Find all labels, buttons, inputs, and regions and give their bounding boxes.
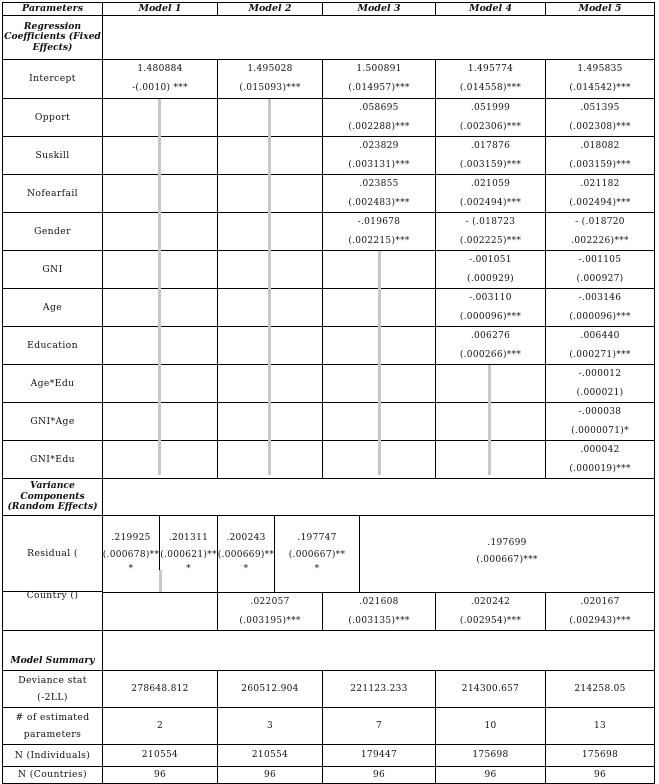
summary-value [436, 708, 546, 745]
row-label-suskill [2, 137, 103, 175]
summary-value [218, 745, 323, 767]
header-label: Model 5 [578, 3, 622, 15]
standard-error-value: (.000019)*** [569, 463, 631, 474]
row-label-nofearfail [2, 175, 103, 213]
summary-value-text: 3 [266, 720, 274, 731]
summary-value-text: 2 [156, 720, 164, 731]
section-model-summary [2, 631, 103, 671]
value-cell [103, 60, 218, 99]
standard-error-value: (.003135)*** [348, 615, 410, 626]
value-cell [436, 403, 546, 441]
section-title: Variance Components (Random Effects) [7, 480, 98, 513]
standard-error-value: (.002215)*** [348, 235, 410, 246]
column-header-1 [103, 2, 218, 16]
significance-mark: * [314, 564, 320, 575]
value-cell [218, 60, 323, 99]
row-label-text: GNI*Edu [30, 453, 75, 465]
row-label-text: Opport [34, 111, 71, 123]
value-cell [436, 99, 546, 137]
estimate-value: .197699 [487, 538, 527, 549]
standard-error-value: (.000266)*** [459, 349, 522, 360]
row-label-text: Age [42, 301, 63, 313]
column-header-5 [546, 2, 655, 16]
summary-value [218, 671, 323, 708]
residual-model-4 [275, 516, 360, 592]
standard-error-value: .002226)*** [571, 235, 629, 246]
residual-model-5 [360, 516, 655, 592]
column-header-2 [218, 2, 323, 16]
value-cell [103, 592, 218, 631]
estimate-value: .020242 [470, 596, 511, 607]
section-fixed-effects [2, 16, 103, 60]
summary-value [436, 745, 546, 767]
standard-error-value: (.003159)*** [459, 159, 522, 170]
section-title: Regression Coefficients (Fixed Effects) [4, 20, 101, 53]
estimate-value: -.000012 [578, 368, 622, 379]
row-label-text: (-2LL) [37, 692, 68, 703]
row-label-country [2, 590, 103, 631]
value-cell [436, 441, 546, 479]
estimate-value: -.001105 [578, 254, 622, 265]
value-cell [323, 60, 436, 99]
summary-value-text: 260512.904 [241, 683, 299, 694]
row-label-text: GNI*Age [30, 415, 75, 427]
summary-value-text: 96 [593, 769, 607, 780]
standard-error-value: (.014558)*** [459, 83, 522, 93]
estimate-value: .022057 [250, 596, 290, 607]
column-header-0 [2, 2, 103, 16]
row-label-text: Age*Edu [30, 377, 75, 389]
header-label: Model 2 [248, 3, 292, 15]
row-label-text: N (Individuals) [14, 749, 91, 761]
value-cell [546, 251, 655, 289]
summary-label [2, 708, 103, 745]
value-cell [436, 365, 546, 403]
estimate-value: 1.495835 [577, 64, 623, 75]
estimate-value: .018082 [580, 140, 620, 151]
summary-value-text: 214300.657 [461, 683, 520, 694]
standard-error-value: (.000096)*** [569, 311, 631, 322]
estimate-value: .017876 [470, 140, 511, 151]
value-cell [546, 365, 655, 403]
summary-value [323, 671, 436, 708]
standard-error-value: (.002308)*** [569, 121, 631, 132]
header-label: Model 4 [468, 3, 513, 15]
value-cell [323, 137, 436, 175]
summary-value [436, 671, 546, 708]
value-cell [546, 137, 655, 175]
summary-value-text: 96 [484, 769, 497, 780]
summary-value [103, 671, 218, 708]
summary-value [103, 745, 218, 767]
estimate-value: 1.480884 [137, 64, 183, 75]
standard-error-value: (.000927) [576, 273, 624, 284]
summary-value [546, 671, 655, 708]
summary-value-text: 175698 [581, 750, 619, 761]
row-label-age [2, 289, 103, 327]
standard-error-value: (.014957)*** [348, 83, 410, 93]
value-cell [323, 592, 436, 631]
row-label-text: Education [27, 339, 78, 351]
standard-error-value: (.002306)*** [459, 121, 522, 132]
estimate-value: 1.495028 [247, 64, 293, 75]
continuation-bar [158, 99, 161, 475]
continuation-bar [488, 365, 491, 475]
row-label-gni-age [2, 403, 103, 441]
significance-mark: * [128, 564, 134, 575]
header-label: Model 1 [138, 3, 182, 15]
estimate-value: .021059 [470, 178, 511, 189]
value-cell [546, 403, 655, 441]
summary-value [218, 767, 323, 784]
standard-error-value: (.002494)*** [459, 197, 522, 208]
value-cell [323, 99, 436, 137]
summary-value [103, 708, 218, 745]
estimate-value: - (.018723 [465, 216, 516, 227]
estimate-value: .023855 [359, 178, 399, 189]
summary-value [218, 708, 323, 745]
estimate-value: .021182 [580, 178, 620, 189]
residual-model-3 [218, 516, 275, 592]
standard-error-value: (.002954)*** [459, 615, 522, 626]
value-cell [546, 441, 655, 479]
column-header-4 [436, 2, 546, 16]
row-label-intercept [2, 60, 103, 99]
standard-error-value: (.000667)** [288, 549, 346, 560]
column-header-3 [323, 2, 436, 16]
value-cell [546, 592, 655, 631]
value-cell [323, 175, 436, 213]
value-cell [546, 60, 655, 99]
row-label-text: parameters [23, 729, 82, 740]
row-label-text: Deviance stat [18, 674, 87, 686]
summary-value-text: 96 [372, 769, 386, 780]
row-label-age-edu [2, 365, 103, 403]
section-title: Model Summary [10, 655, 95, 667]
row-label-text: Gender [34, 225, 71, 237]
row-label-text: Residual ( [27, 547, 78, 559]
continuation-bar [378, 251, 381, 475]
header-label: Model 3 [357, 3, 401, 15]
standard-error-value: (.003159)*** [569, 159, 631, 170]
estimate-value: .023829 [359, 140, 399, 151]
summary-value-text: 221123.233 [350, 683, 408, 694]
standard-error-value: (.002943)*** [569, 615, 631, 626]
estimate-value: .020167 [580, 596, 620, 607]
significance-mark: * [243, 564, 249, 575]
estimate-value: .200243 [226, 532, 266, 543]
row-label-text: Intercept [29, 73, 76, 85]
row-label-text: Suskill [35, 149, 70, 161]
summary-value-text: 10 [484, 720, 497, 731]
summary-value [103, 767, 218, 784]
standard-error-value: (.000621)** [160, 549, 217, 560]
summary-value [546, 767, 655, 784]
summary-label [2, 767, 103, 784]
value-cell [436, 289, 546, 327]
summary-value-text: 96 [153, 769, 167, 780]
value-cell [546, 327, 655, 365]
standard-error-value: (.0000071)* [571, 425, 629, 436]
summary-value-text: 13 [593, 720, 607, 731]
value-cell [436, 251, 546, 289]
header-label: Parameters [21, 3, 84, 15]
standard-error-value: (.003195)*** [239, 615, 301, 626]
estimate-value: 1.500891 [356, 64, 402, 75]
row-label-gni [2, 251, 103, 289]
row-label-text: # of estimated [15, 711, 90, 723]
significance-mark: * [186, 564, 191, 575]
standard-error-value: (.000271)*** [569, 349, 631, 360]
summary-value [546, 708, 655, 745]
estimate-value: .006440 [580, 330, 620, 341]
row-label-residual [2, 516, 103, 592]
summary-value [546, 745, 655, 767]
estimate-value: .006276 [470, 330, 511, 341]
row-label-text: N (Countries) [18, 769, 87, 781]
summary-value [323, 708, 436, 745]
value-cell [323, 213, 436, 251]
summary-value-text: 278648.812 [131, 683, 189, 694]
standard-error-value: (.000929) [467, 273, 514, 284]
standard-error-value: (.000096)*** [459, 311, 522, 322]
estimate-value: 1.495774 [467, 64, 514, 75]
row-label-gender [2, 213, 103, 251]
value-cell [546, 99, 655, 137]
value-cell [546, 175, 655, 213]
standard-error-value: (.002225)*** [459, 235, 522, 246]
estimate-value: -.003146 [578, 292, 622, 303]
standard-error-value: (.002288)*** [348, 121, 410, 132]
continuation-bar [159, 570, 162, 592]
summary-value [323, 745, 436, 767]
estimate-value: .051999 [470, 102, 511, 113]
estimate-value: -.019678 [357, 216, 401, 227]
estimate-value: .021608 [359, 596, 399, 607]
value-cell [436, 137, 546, 175]
estimate-value: -.000038 [578, 406, 622, 417]
estimate-value: .197747 [297, 532, 337, 543]
value-cell [436, 592, 546, 631]
continuation-bar [268, 99, 271, 475]
value-cell [218, 592, 323, 631]
row-label-education [2, 327, 103, 365]
value-cell [436, 60, 546, 99]
estimate-value: .000042 [580, 444, 620, 455]
standard-error-value: (.003131)*** [348, 159, 410, 170]
value-cell [436, 175, 546, 213]
summary-value-text: 96 [263, 769, 277, 780]
estimate-value: .051395 [580, 102, 620, 113]
value-cell [546, 289, 655, 327]
summary-value [323, 767, 436, 784]
standard-error-value: (.000678)** [103, 549, 160, 560]
summary-value-text: 210554 [251, 750, 289, 761]
summary-label [2, 745, 103, 767]
summary-value [436, 767, 546, 784]
summary-value-text: 179447 [360, 750, 398, 761]
row-label-text: Country () [26, 590, 79, 601]
standard-error-value: (.014542)*** [569, 83, 631, 93]
estimate-value: - (.018720 [575, 216, 625, 227]
standard-error-value: (.000021) [576, 387, 624, 398]
row-label-gni-edu [2, 441, 103, 479]
summary-value-text: 210554 [141, 750, 179, 761]
row-label-text: Nofearfail [26, 187, 79, 199]
value-cell [436, 327, 546, 365]
standard-error-value: (.015093)*** [239, 83, 301, 93]
summary-value-text: 7 [375, 720, 383, 731]
standard-error-value: (.000667)*** [476, 555, 538, 565]
section-random-effects [2, 479, 103, 516]
row-label-text: GNI [42, 263, 63, 275]
standard-error-value: (.002494)*** [569, 197, 631, 208]
standard-error-value: (.002483)*** [348, 197, 410, 208]
estimate-value: .201311 [168, 532, 209, 543]
row-label-opport [2, 99, 103, 137]
standard-error-value: -(.0010) *** [132, 83, 188, 93]
section-spacer [103, 479, 655, 516]
value-cell [546, 213, 655, 251]
summary-label [2, 671, 103, 708]
estimate-value: -.003110 [469, 292, 512, 303]
section-spacer [103, 16, 655, 60]
summary-value-text: 214258.05 [574, 683, 626, 694]
residual-model-2 [160, 516, 218, 592]
estimate-value: .058695 [359, 102, 399, 113]
estimate-value: -.001051 [469, 254, 512, 265]
summary-value-text: 175698 [472, 750, 509, 761]
estimate-value: .219925 [111, 532, 151, 543]
section-spacer [103, 631, 655, 671]
value-cell [436, 213, 546, 251]
residual-model-1 [103, 516, 160, 592]
standard-error-value: (.000669)** [218, 549, 275, 560]
